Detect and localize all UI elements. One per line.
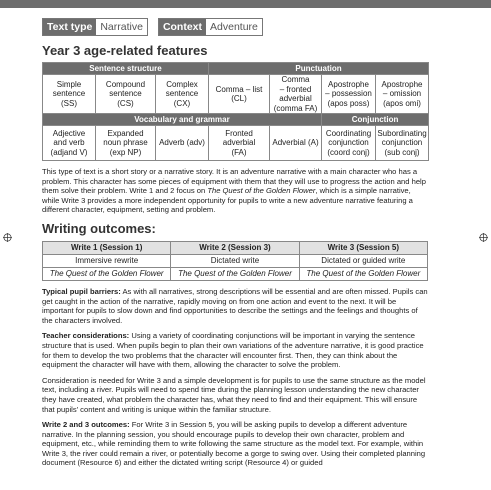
context-tag	[158, 18, 263, 36]
feature-cell-line: Subordinating	[377, 128, 427, 138]
feature-cell-line: (CL)	[231, 94, 247, 103]
feature-cell-line: Compound	[105, 79, 146, 89]
registration-mark-icon	[3, 233, 12, 242]
feature-cell-line: sentence	[109, 89, 142, 99]
feature-cell-line: sentence	[165, 89, 199, 99]
feature-cell-line: Fronted	[225, 128, 253, 138]
text-type-value: Narrative	[100, 21, 143, 33]
feature-cell	[96, 126, 156, 161]
feature-cell-line: (comma FA)	[273, 103, 318, 113]
outcomes-table	[42, 241, 428, 281]
punctuation-header: Punctuation	[209, 63, 429, 75]
feature-cell-line: Apostrophe	[328, 79, 369, 89]
vocab-grammar-header: Vocabulary and grammar	[43, 114, 322, 126]
intro-text: This type of text is a short story or a narrative story. It is an adventure narrative with a main character who has a problem. This character has some pieces of equipment with them that they will use to progress the action and help them solve their problem. Write 1 and 2 focus on	[42, 167, 426, 196]
tag-row	[42, 18, 428, 36]
outcomes-title: Writing outcomes:	[42, 220, 156, 236]
feature-cell-line: noun phrase	[103, 138, 148, 148]
teacher-text: Using a variety of coordinating conjunctions will be important in varying the sentence structure that is used. When pupils begin to plan their own variations of the adventure narrative, it is good practice for them to develop the two problems that the character will encounter first. Then, they can think about the equipment the character will have with them, allowing the character to solve the problem.	[42, 331, 424, 370]
feature-cell	[376, 75, 429, 114]
feature-cell-line: adverbial	[222, 138, 256, 148]
feature-cell-line: (adjand V)	[50, 147, 88, 157]
intro-book-title: The Quest of the Golden Flower	[207, 186, 316, 196]
feature-cell	[156, 75, 209, 114]
outcome-header-3: Write 3 (Session 5)	[299, 241, 427, 254]
text-type-label: Text type	[43, 19, 96, 35]
feature-cell-line: Simple	[56, 79, 82, 89]
outcome-header-2: Write 2 (Session 3)	[171, 241, 299, 254]
feature-cell-line: – omission	[382, 89, 422, 99]
page-content	[42, 18, 428, 468]
feature-cell-line: sentence	[52, 89, 86, 99]
teacher-label: Teacher considerations:	[42, 331, 130, 341]
feature-cell-line: Comma – list	[215, 84, 263, 94]
feature-cell-line: (SS)	[61, 98, 77, 108]
outcomes-para-text: For Write 3 in Session 5, you will be asking pupils to develop a different adventure narrative. In the planning session, you should encourage pupils to develop their own character, problem and equipment, etc., while reminding them to write following the same structure as the model text. For example, within Write 3, the river could remain a river, or potentially become a gorge to swing over. Using their completed planning document (Resource 6) and either the dictated writing script (Resource 4) or guided	[42, 420, 426, 468]
feature-cell-line: Comma	[281, 75, 310, 84]
feature-cell	[43, 75, 96, 114]
feature-cell-line: (apos omi)	[383, 98, 421, 108]
feature-cell-line: (FA)	[231, 147, 247, 157]
feature-cell-line: – possession	[325, 89, 372, 99]
feature-cell	[209, 126, 270, 161]
features-title: Year 3 age-related features	[42, 43, 208, 58]
context-label: Context	[159, 19, 206, 35]
feature-cell-line: (exp NP)	[109, 147, 142, 157]
outcomes-paragraph	[42, 420, 428, 468]
registration-mark-icon	[479, 233, 488, 242]
top-bar	[0, 0, 491, 8]
teacher-paragraph	[42, 331, 428, 369]
feature-cell-line: Adverbial (A)	[272, 138, 319, 148]
feature-cell-line: Coordinating	[325, 128, 372, 138]
feature-cell-line: (apos poss)	[327, 98, 370, 108]
outcome-type-1: Immersive rewrite	[43, 254, 171, 267]
features-row-1	[43, 75, 429, 114]
outcome-text-2: The Quest of the Golden Flower	[171, 267, 299, 280]
context-value: Adventure	[210, 21, 258, 33]
outcome-text-3: The Quest of the Golden Flower	[299, 267, 427, 280]
feature-cell	[322, 75, 376, 114]
outcome-text-1: The Quest of the Golden Flower	[43, 267, 171, 280]
feature-cell	[322, 126, 376, 161]
features-row-2	[43, 126, 429, 161]
outcome-type-2: Dictated write	[171, 254, 299, 267]
conjunction-header: Conjunction	[322, 114, 429, 126]
feature-cell-line: and verb	[53, 138, 85, 148]
feature-cell-line: conjunction	[381, 138, 423, 148]
barriers-paragraph	[42, 287, 428, 325]
feature-cell	[270, 126, 322, 161]
feature-cell-line: (CX)	[173, 98, 191, 108]
intro-paragraph	[42, 167, 428, 215]
intro-text-end: , which is a simple narrative, while Write 3 provides a more independent opportunity for pupils to write a new adventure narrative featuring a different character, equipment, setting and problem.	[42, 186, 413, 215]
feature-cell	[376, 126, 429, 161]
feature-cell	[43, 126, 96, 161]
features-table	[42, 62, 429, 161]
feature-cell	[156, 126, 209, 161]
feature-cell-line: (coord conj)	[327, 147, 370, 157]
feature-cell-line: adverbial	[279, 94, 312, 103]
feature-cell-line: Adverb (adv)	[159, 138, 205, 148]
feature-cell-line: (sub conj)	[384, 147, 420, 157]
feature-cell-line: – fronted	[279, 84, 312, 94]
feature-cell-line: Adjective	[52, 128, 86, 138]
outcomes-para-label: Write 2 and 3 outcomes:	[42, 420, 130, 430]
feature-cell-line: Complex	[166, 79, 198, 89]
feature-cell	[209, 75, 270, 114]
barriers-label: Typical pupil barriers:	[42, 286, 121, 296]
sentence-structure-header: Sentence structure	[43, 63, 209, 75]
feature-cell	[96, 75, 156, 114]
outcome-type-3: Dictated or guided write	[299, 254, 427, 267]
feature-cell-line: conjunction	[328, 138, 369, 148]
consideration-paragraph: Consideration is needed for Write 3 and a simple development is for pupils to use the same structure as the model text, including a river. Pupils will need to spend time during the planning lesson understanding the new character they have created, what problem the character has, what they need to find and their equipment. This will ensure that pupils' content and writing is unique within the familiar structure.	[42, 375, 426, 414]
feature-cell	[270, 75, 322, 114]
feature-cell-line: (CS)	[117, 98, 134, 108]
text-type-tag	[42, 18, 148, 36]
barriers-text: As with all narratives, strong descriptions will be essential and are often missed. Pupils can get caught in the action of the narrative, rapidly moving on from one action and event to the next. It will be important for pupils to slow down and find opportunities to describe the settings and the feelings and thoughts of the characters involved.	[42, 286, 428, 325]
feature-cell-line: Apostrophe	[381, 79, 423, 89]
outcome-header-1: Write 1 (Session 1)	[43, 241, 171, 254]
feature-cell-line: Expanded	[107, 128, 144, 138]
